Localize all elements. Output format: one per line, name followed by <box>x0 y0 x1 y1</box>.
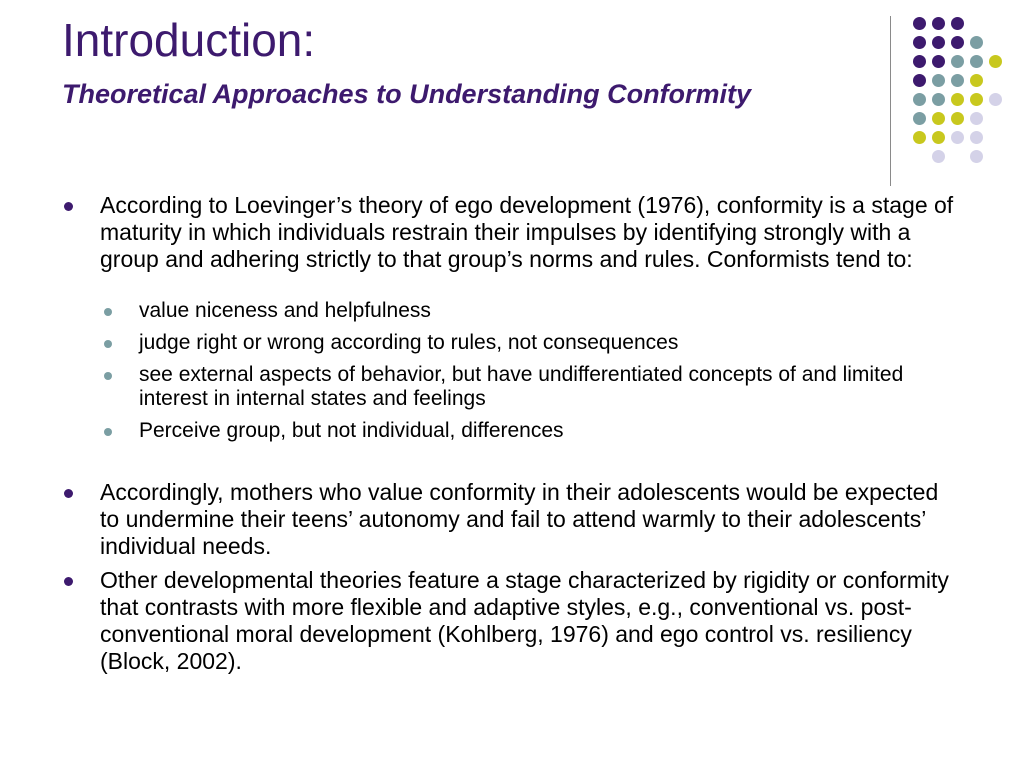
dot <box>970 150 983 163</box>
sub-bullet-text: see external aspects of behavior, but have undifferentiated concepts of and limited interest in internal states and feelings <box>139 363 904 410</box>
dot <box>989 55 1002 68</box>
dot <box>913 55 926 68</box>
bullet-item <box>62 192 962 273</box>
slide-content <box>62 192 962 675</box>
sub-bullet-icon <box>104 428 112 436</box>
sub-bullet-icon <box>104 340 112 348</box>
dot <box>932 150 945 163</box>
sub-bullet-icon <box>104 372 112 380</box>
bullet-item <box>62 567 962 675</box>
dot <box>970 131 983 144</box>
dot <box>951 36 964 49</box>
sub-bullet-item <box>62 363 962 411</box>
dot <box>970 74 983 87</box>
dot <box>932 93 945 106</box>
bullet-text: Accordingly, mothers who value conformity in their adolescents would be expected to undermine their teens’ autonomy and fail to attend warmly to their adolescents’ individual needs. <box>100 479 939 559</box>
bullet-icon <box>64 489 73 498</box>
dot <box>970 55 983 68</box>
sub-bullet-item <box>62 419 962 443</box>
title-divider <box>890 16 891 186</box>
slide-title: Introduction: <box>62 14 316 66</box>
dot <box>932 112 945 125</box>
dot <box>951 17 964 30</box>
dot <box>913 17 926 30</box>
dot <box>932 131 945 144</box>
bullet-icon <box>64 577 73 586</box>
title-block <box>62 10 862 113</box>
dot <box>932 36 945 49</box>
dot <box>970 93 983 106</box>
bullet-text: Other developmental theories feature a stage characterized by rigidity or conformity that contrasts with more flexible and adaptive styles, e.g., conventional vs. post-conventional moral development (Kohlberg, 1976) and ego control vs. resiliency (Block, 2002). <box>100 567 949 674</box>
dot <box>913 131 926 144</box>
dot <box>951 131 964 144</box>
sub-bullet-icon <box>104 308 112 316</box>
dot <box>913 74 926 87</box>
dot <box>951 55 964 68</box>
dot <box>913 112 926 125</box>
sub-bullet-item <box>62 331 962 355</box>
dot <box>951 93 964 106</box>
dot <box>913 93 926 106</box>
dot <box>970 36 983 49</box>
bullet-icon <box>64 202 73 211</box>
slide-subtitle: Theoretical Approaches to Understanding Conformity <box>62 79 752 109</box>
bullet-item <box>62 479 962 560</box>
dot <box>970 112 983 125</box>
dot <box>913 36 926 49</box>
dot <box>989 93 1002 106</box>
sub-bullet-text: judge right or wrong according to rules, not consequences <box>139 331 679 354</box>
sub-bullet-item <box>62 299 962 323</box>
dot <box>932 17 945 30</box>
sub-bullet-text: Perceive group, but not individual, differences <box>139 419 564 442</box>
sub-bullet-text: value niceness and helpfulness <box>139 299 431 322</box>
dot <box>951 74 964 87</box>
dot <box>932 55 945 68</box>
dot <box>932 74 945 87</box>
bullet-text: According to Loevinger’s theory of ego development (1976), conformity is a stage of maturity in which individuals restrain their impulses by identifying strongly with a group and adhering strictly to that group’s norms and rules. Conformists tend to: <box>100 192 954 272</box>
dot <box>951 112 964 125</box>
